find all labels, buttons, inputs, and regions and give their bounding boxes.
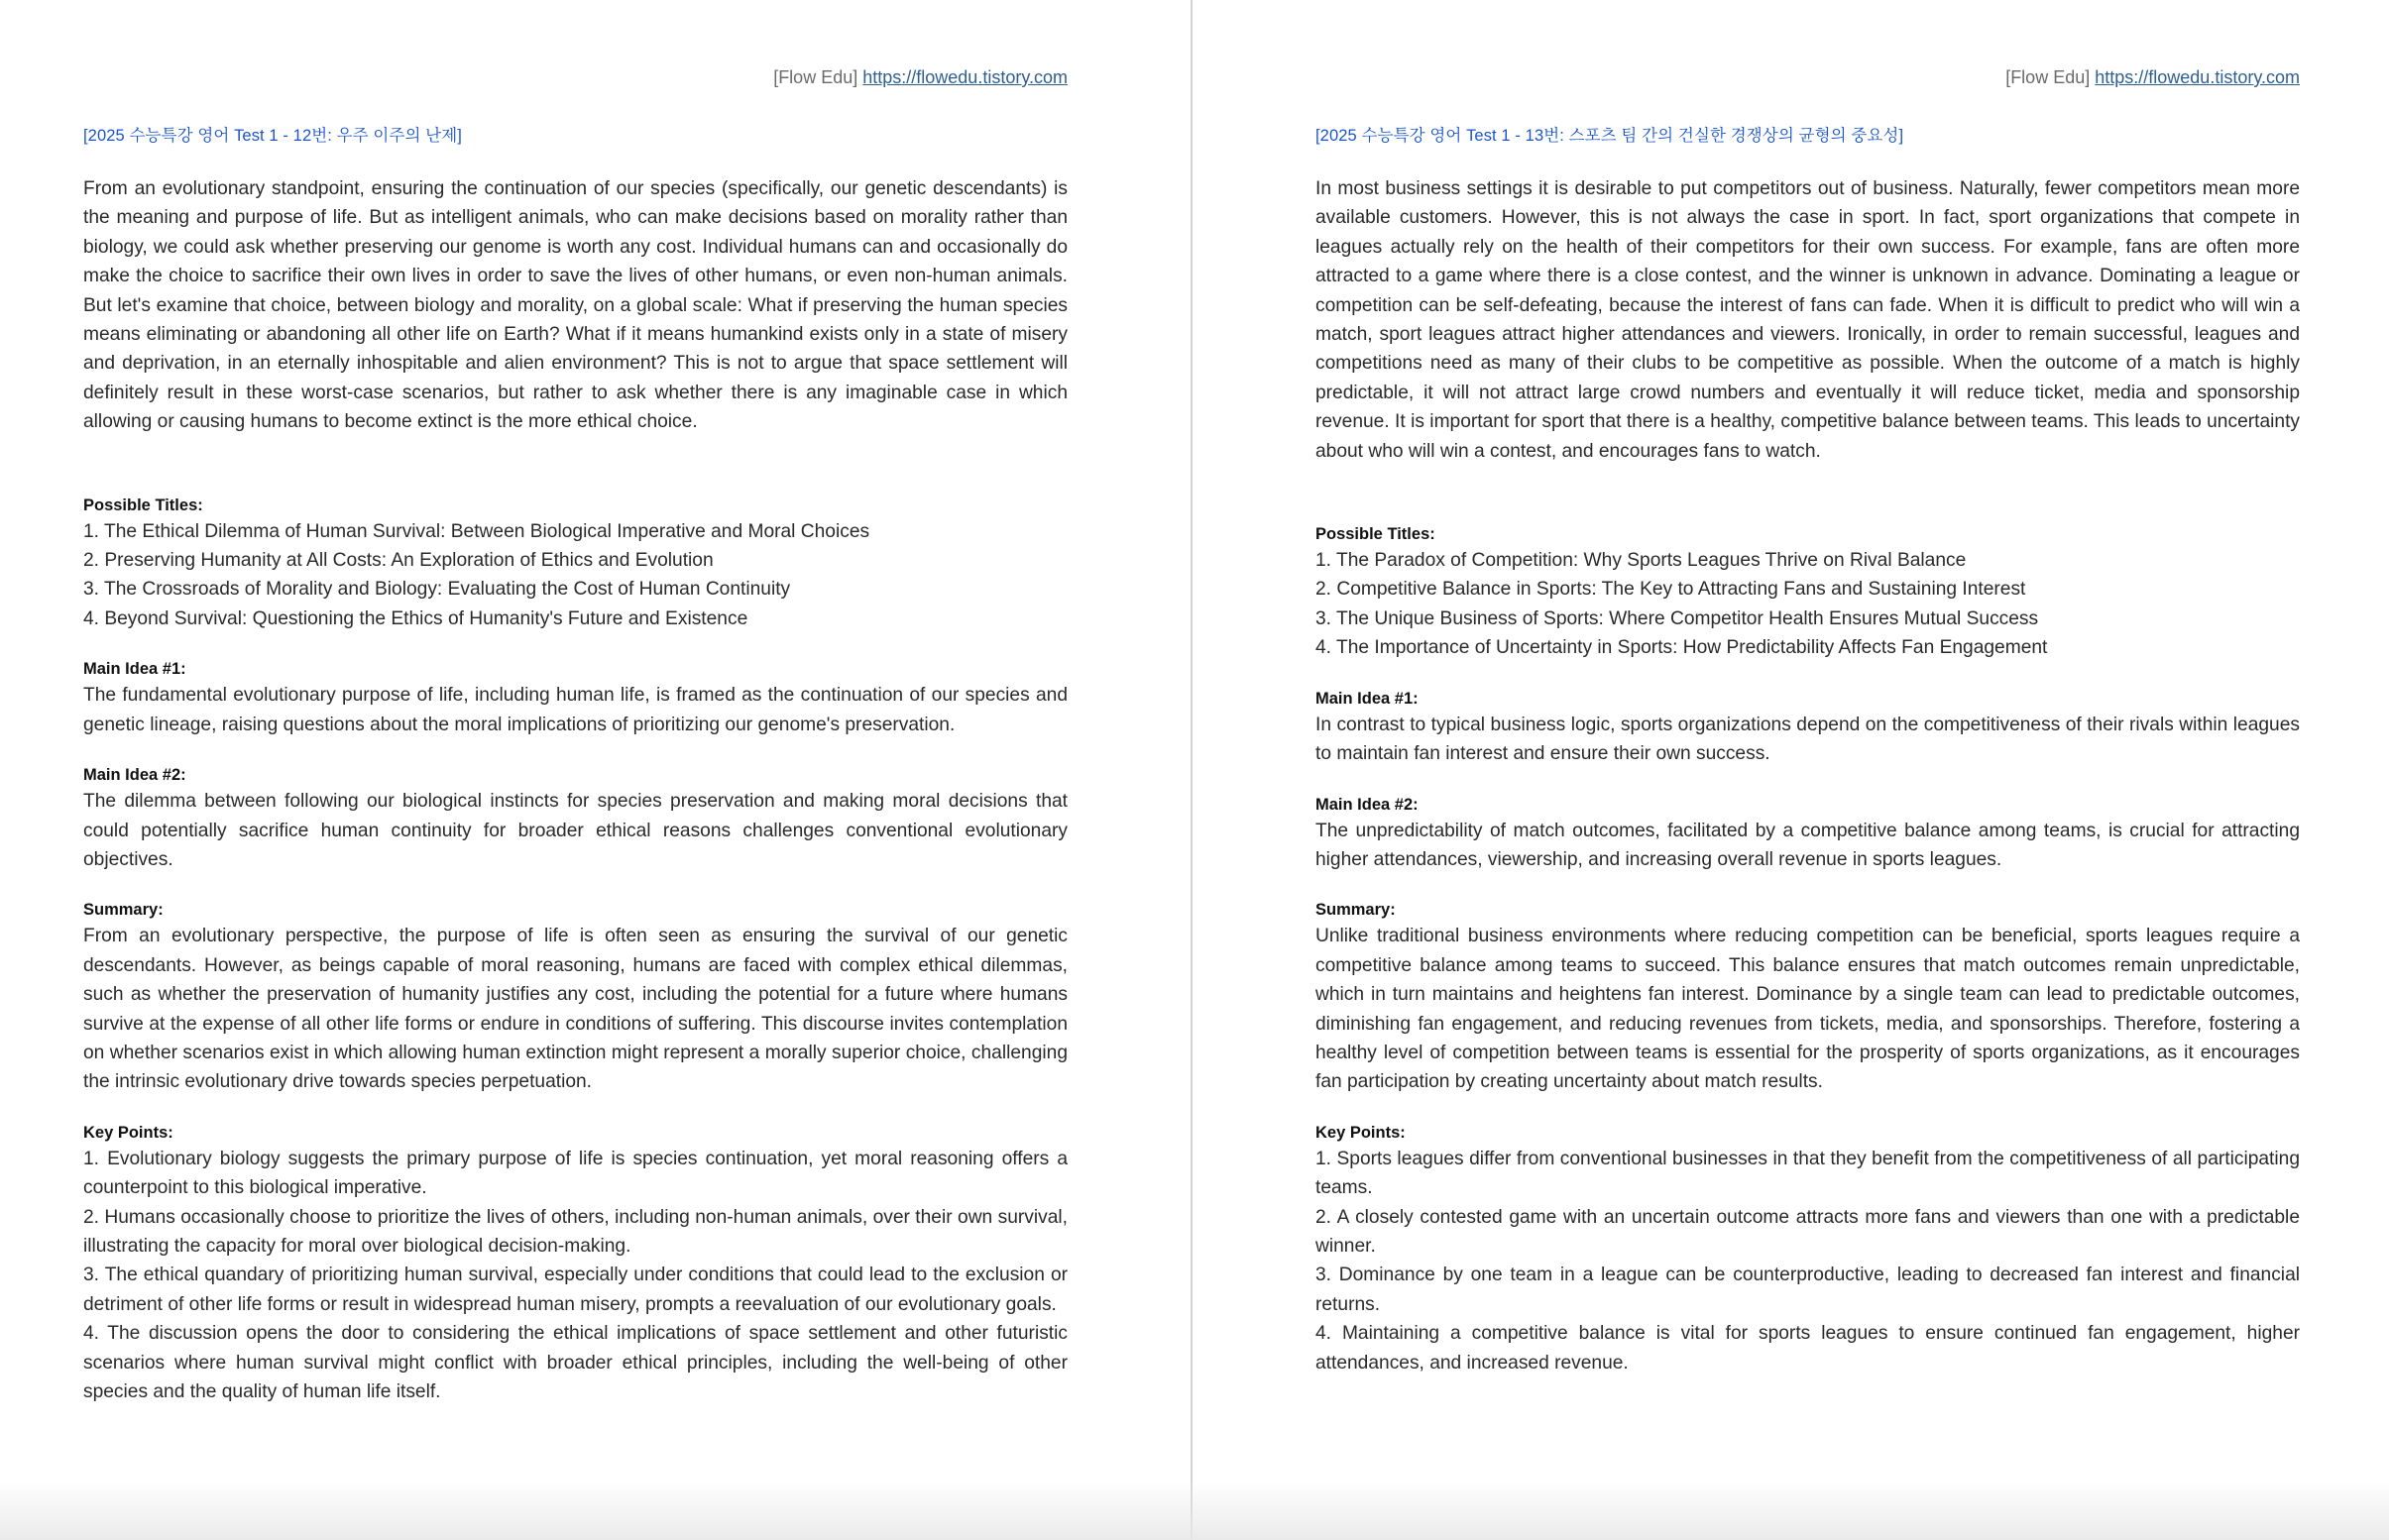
- titles-heading: Possible Titles:: [1315, 525, 1435, 544]
- title-option: 4. The Importance of Uncertainty in Sports: How Predictability Affects Fan Engagement: [1315, 637, 2048, 659]
- main-idea-1-heading: Main Idea #1:: [83, 660, 186, 679]
- key-point: 1. Sports leagues differ from conventional businesses in that they benefit from the competitiveness of all participating teams.: [1315, 1148, 2300, 1199]
- page-content: [1315, 0, 2300, 1377]
- key-point: 3. Dominance by one team in a league can be counterproductive, leading to decreased fan interest and financial returns.: [1315, 1265, 2300, 1315]
- main-idea-1-text: The fundamental evolutionary purpose of life, including human life, is framed as the continuation of our species and genetic lineage, raising questions about the moral implications of prioritizing our genome's preservation.: [83, 685, 1068, 735]
- main-idea-2-heading: Main Idea #2:: [83, 766, 186, 785]
- key-point: 1. Evolutionary biology suggests the primary purpose of life is species continuation, yet moral reasoning offers a counterpoint to this biological imperative.: [83, 1148, 1068, 1199]
- title-option: 1. The Ethical Dilemma of Human Survival: Between Biological Imperative and Moral Choices: [83, 520, 870, 542]
- main-idea-2-text: The dilemma between following our biological instincts for species preservation and making moral decisions that could potentially sacrifice human continuity for broader ethical reasons challenges conventional evolutionary objectives.: [83, 791, 1068, 870]
- summary-heading: Summary:: [83, 901, 164, 920]
- key-points-heading: Key Points:: [1315, 1123, 1406, 1142]
- document-page-right: [1193, 0, 2389, 1540]
- page-content: [83, 0, 1068, 1406]
- brand-label: [Flow Edu]: [2005, 67, 2091, 87]
- blog-link[interactable]: https://flowedu.tistory.com: [862, 67, 1068, 87]
- page-header: [83, 65, 1068, 89]
- key-point: 4. The discussion opens the door to considering the ethical implications of space settlement and other futuristic scenarios where human survival might conflict with broader ethical principles, including the well-being of other species and the quality of human life itself.: [83, 1323, 1068, 1402]
- title-option: 3. The Unique Business of Sports: Where Competitor Health Ensures Mutual Success: [1315, 607, 2039, 629]
- page-header: [1315, 65, 2300, 89]
- title-option: 4. Beyond Survival: Questioning the Ethics of Humanity's Future and Existence: [83, 607, 748, 629]
- title-option: 2. Preserving Humanity at All Costs: An Exploration of Ethics and Evolution: [83, 550, 714, 572]
- key-point: 2. A closely contested game with an uncertain outcome attracts more fans and viewers than one with a predictable winner.: [1315, 1206, 2300, 1257]
- key-point: 2. Humans occasionally choose to prioritize the lives of others, including non-human animals, over their own survival, illustrating the capacity for moral over biological decision-making.: [83, 1206, 1068, 1257]
- summary-text: Unlike traditional business environments where reducing competition can be beneficial, sports leagues require a competitive balance among teams to succeed. This balance ensures that match outcomes remain unpredictable, which in turn maintains and heightens fan interest. Dominance by a single team can lead to predictable outcomes, diminishing fan engagement, and reducing revenues from tickets, media, and sponsorships. Therefore, fostering a healthy level of competition between teams is essential for the prosperity of sports organizations, as it encourages fan participation by creating uncertainty about match results.: [1315, 926, 2300, 1093]
- passage-text: In most business settings it is desirable to put competitors out of business. Naturally, fewer competitors mean more available customers. However, this is not always the case in sport. In fact, sport organizations that compete in leagues actually rely on the health of their competitors for their own success. For example, fans are often more attracted to a game where there is a close contest, and the winner is unknown in advance. Dominating a league or competition can be self-defeating, because the interest of fans can fade. When it is difficult to predict who will win a match, sport leagues attract higher attendances and viewers. Ironically, in order to remain successful, leagues and competitions need as many of their clubs to be competitive as possible. When the outcome of a match is highly predictable, it will not attract large crowd numbers and eventually it will reduce ticket, media and sponsorship revenue. It is important for sport that there is a healthy, competitive balance between teams. This leads to uncertainty about who will win a contest, and encourages fans to watch.: [1315, 178, 2300, 462]
- brand-label: [Flow Edu]: [773, 67, 858, 87]
- summary-heading: Summary:: [1315, 901, 1396, 920]
- document-page-left: [0, 0, 1191, 1540]
- title-option: 3. The Crossroads of Morality and Biology: Evaluating the Cost of Human Continuity: [83, 579, 791, 601]
- main-idea-2-text: The unpredictability of match outcomes, facilitated by a competitive balance among teams, is crucial for attracting higher attendances, viewership, and increasing overall revenue in sports leagues.: [1315, 820, 2300, 870]
- summary-text: From an evolutionary perspective, the purpose of life is often seen as ensuring the survival of our genetic descendants. However, as beings capable of moral reasoning, humans are faced with complex ethical dilemmas, such as whether the preservation of humanity justifies any cost, including the potential for a future where humans survive at the expense of all other life forms or endure in conditions of suffering. This discourse invites contemplation on whether scenarios exist in which allowing human extinction might represent a morally superior choice, challenging the intrinsic evolutionary drive towards species perpetuation.: [83, 926, 1068, 1093]
- main-idea-1-heading: Main Idea #1:: [1315, 689, 1419, 708]
- blog-link[interactable]: https://flowedu.tistory.com: [2095, 67, 2300, 87]
- key-point: 4. Maintaining a competitive balance is vital for sports leagues to ensure continued fan engagement, higher attendances, and increased revenue.: [1315, 1323, 2300, 1374]
- document-title: [2025 수능특강 영어 Test 1 - 12번: 우주 이주의 난제]: [83, 127, 462, 145]
- titles-heading: Possible Titles:: [83, 495, 203, 514]
- key-point: 3. The ethical quandary of prioritizing human survival, especially under conditions that could lead to the exclusion or detriment of other life forms or result in widespread human misery, prompts a reevaluation of our evolutionary goals.: [83, 1265, 1068, 1315]
- document-title: [2025 수능특강 영어 Test 1 - 13번: 스포츠 팀 간의 건실한 경쟁상의 균형의 중요성]: [1315, 127, 1904, 145]
- title-option: 1. The Paradox of Competition: Why Sports Leagues Thrive on Rival Balance: [1315, 550, 1967, 572]
- passage-text: From an evolutionary standpoint, ensuring the continuation of our species (specifically, our genetic descendants) is the meaning and purpose of life. But as intelligent animals, who can make decisions based on morality rather than biology, we could ask whether preserving our genome is worth any cost. Individual humans can and occasionally do make the choice to sacrifice their own lives in order to save the lives of other humans, or even non-human animals. But let's examine that choice, between biology and morality, on a global scale: What if preserving the human species means eliminating or abandoning all other life on Earth? What if it means humankind exists only in a state of misery and deprivation, in an eternally inhospitable and alien environment? This is not to argue that space settlement will definitely result in these worst-case scenarios, but rather to ask whether there is any imaginable case in which allowing or causing humans to become extinct is the more ethical choice.: [83, 178, 1068, 433]
- title-option: 2. Competitive Balance in Sports: The Key to Attracting Fans and Sustaining Interest: [1315, 579, 2026, 601]
- main-idea-1-text: In contrast to typical business logic, sports organizations depend on the competitiveness of their rivals within leagues to maintain fan interest and ensure their own success.: [1315, 714, 2300, 765]
- main-idea-2-heading: Main Idea #2:: [1315, 795, 1419, 814]
- key-points-heading: Key Points:: [83, 1123, 173, 1142]
